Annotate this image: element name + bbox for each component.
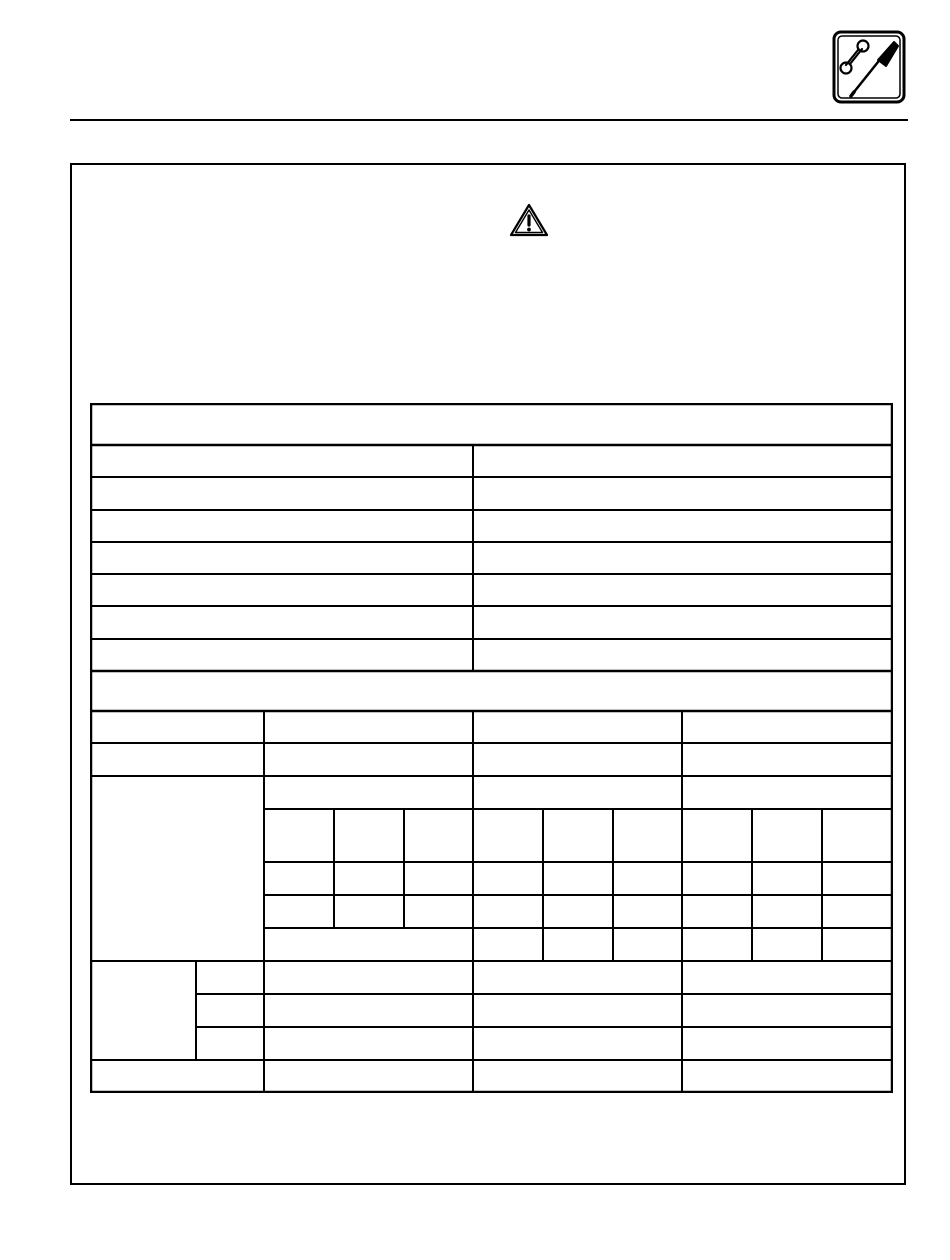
spec-table bbox=[90, 403, 893, 1093]
warning-triangle-icon bbox=[509, 203, 549, 237]
wrench-screwdriver-icon bbox=[832, 30, 906, 104]
header-divider bbox=[70, 119, 908, 121]
